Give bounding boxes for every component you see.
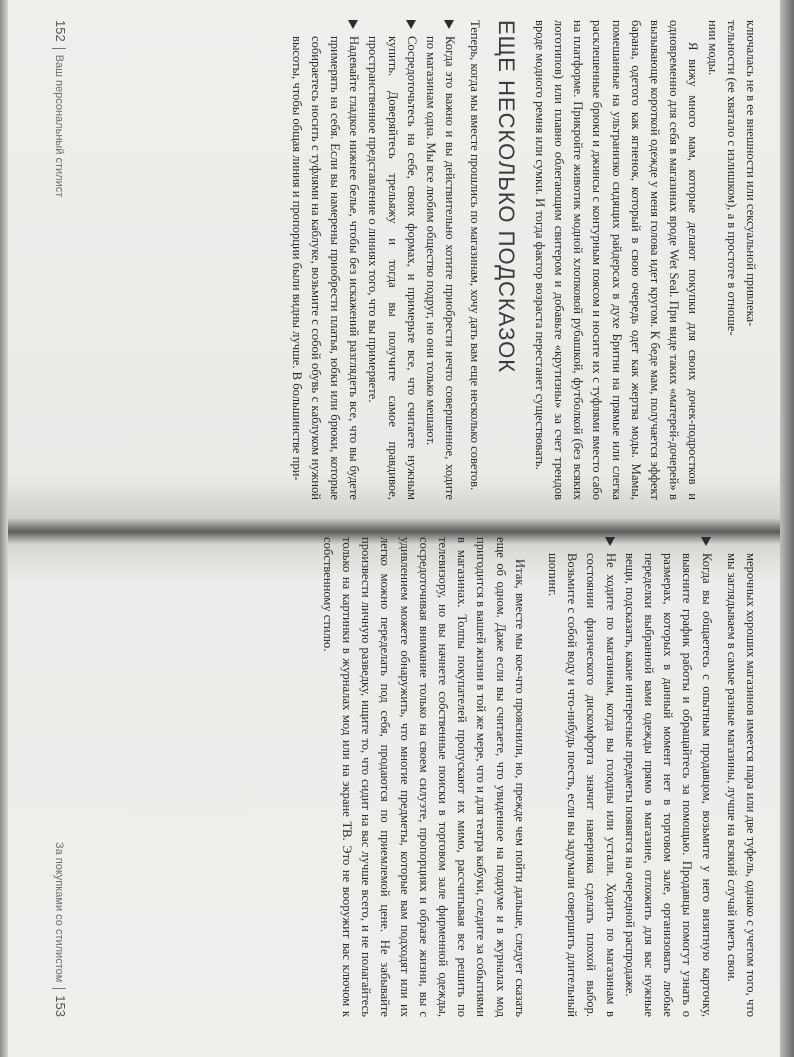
tip-text: Не ходите по магазинам, когда вы голодны или устали. Ходить по магазинам в состоянии физического дискомфорта значит наверняка сделать плохой выбор. Возьмите с собой воду и что-нибудь поесть, если вы задумали совершить длительный шопинг. [545, 553, 618, 1017]
section-intro: Теперь, когда мы вместе прошлись по магазинам, хочу дать вам еще несколько советов. [468, 20, 483, 491]
tip-text: Когда это важно и вы действительно хотите приобрести нечто совершенное, ходите по магазинам одна. Мы все любим общество подруг, но они только мешают. [423, 36, 458, 500]
page-152-text [40, 20, 760, 500]
page-153 [0, 537, 794, 1057]
list-item [363, 20, 421, 500]
running-title: За покупками со стилистом [53, 841, 65, 983]
list-item [421, 20, 459, 500]
triangle-bullet-icon [444, 20, 454, 29]
triangle-bullet-icon [701, 537, 711, 546]
tips-list [286, 20, 459, 500]
page-153-text [40, 537, 760, 1017]
triangle-bullet-icon [605, 537, 615, 546]
running-title: Ваш персональный стилист [53, 54, 65, 198]
continued-text: мерочных хороших магазинов имеется пара или две туфель, однако с учетом того, что мы заглядываем в самые разные магазины, лучше на всякий случай иметь свои. [724, 553, 758, 1017]
folio-divider [52, 48, 66, 49]
list-item [286, 20, 363, 500]
page-152 [0, 0, 794, 520]
intro-line-1: ключалась не в ее внешности или сексуальной привлека- [744, 20, 758, 327]
intro-line-3: нии моды. [705, 20, 720, 76]
list-item [543, 537, 620, 1017]
section-title: ЕЩЕ НЕСКОЛЬКО ПОДСКАЗОК [493, 20, 519, 374]
paragraph: Я вижу много мам, которые делают покупки для своих дочек-подростков и одновременно для себя в магазинах вроде Wet Seal. При виде таких «матерей-дочерей» в вызывающе короткой одежде у меня голова идет кругом. К беде мам, получается эффект барана, одетого как ягненок, который в свою очередь одет как жертва моды. Мамы, помешанные на ультранизко сидящих райдерсах в духе Бритни на прямые или слегка расклешенные брюки и джинсы с контурным поясом и носите их с туфлями вместо сабо на платформе. Прикройте животик модной хлопковой рубашкой, футболкой (без всяких логотипов) или плавно облегающим свитером и добавьте «крутизны» за счет трендов вроде модного ремня или сумки. И тогда фактор возраста перестанет существовать. [532, 20, 701, 500]
page-folio [49, 20, 70, 197]
tip-text: Сосредоточьтесь на себе, своих формах, и примерьте все, что считаете нужным купить. Доверяйтесь трельяжу и тогда вы получите самое правдивое, пространственное представление о линиях того, что вы примеряете. [366, 36, 419, 500]
page-number: 153 [53, 995, 68, 1017]
folio-divider [52, 988, 66, 989]
tip-text: Надевайте гладкое нижнее белье, чтобы без искажений разглядеть все, что вы будете примерять на себя. Если вы намерены приобрести платья, юбки или брюки, которые собираетесь носить с туфлями на каблуке, возьмите с собой обувь с каблуком нужной высоты, чтобы общая линия и пропорции были видны лучше. В большинстве при- [289, 36, 362, 500]
triangle-bullet-icon [406, 20, 416, 29]
triangle-bullet-icon [348, 20, 358, 29]
tip-text: Когда вы общаетесь с опытным продавцом, возьмите у него визитную карточку, выясните график работы и обращайтесь за помощью. Продавцы помогут узнать о размерах, которых в данный момент нет в торговом зале, организовать любые переделки выбранной вами одежды прямо в магазине, отложить для вас нужные вещи, подсказать, какие интересные предметы появятся на очередной распродаже. [622, 553, 714, 1017]
closing-paragraph: Итак, вместе мы кое-что прояснили, но, прежде чем пойти дальше, следует сказать еще об одном. Даже если вы считаете, что увиденное на подиуме и в журналах мод пригодится в вашей жизни в той же мере, что и для театра кабуки, следите за событиями в магазинах. Толпы покупателей пропускают их мимо, рассчитывая все решить по телевизору, но вы начнете собственные поиски в торговом зале фирменной одежды, сосредоточивая внимание только на своем силуэте, пропорциях и образе жизни, вы с удивлением можете обнаружить, что многие предметы, которые вам подходят или их легко можно переделать под себя, продаются по приемлемой цене. Не забывайте произвести личную разведку, ищите то, что сидит на вас лучше всего, и не полагайтесь только на картинки в журналах мод или на экране ТВ. Это не вооружит вас ключом к собственному стилю. [320, 537, 527, 1017]
tips-list [543, 537, 716, 1017]
intro-line-2: тельности (ее хватало с излишком), а в простоте в отноше- [724, 20, 739, 336]
page-number: 152 [53, 20, 68, 42]
page-folio [49, 842, 70, 1017]
list-item [620, 537, 716, 1017]
